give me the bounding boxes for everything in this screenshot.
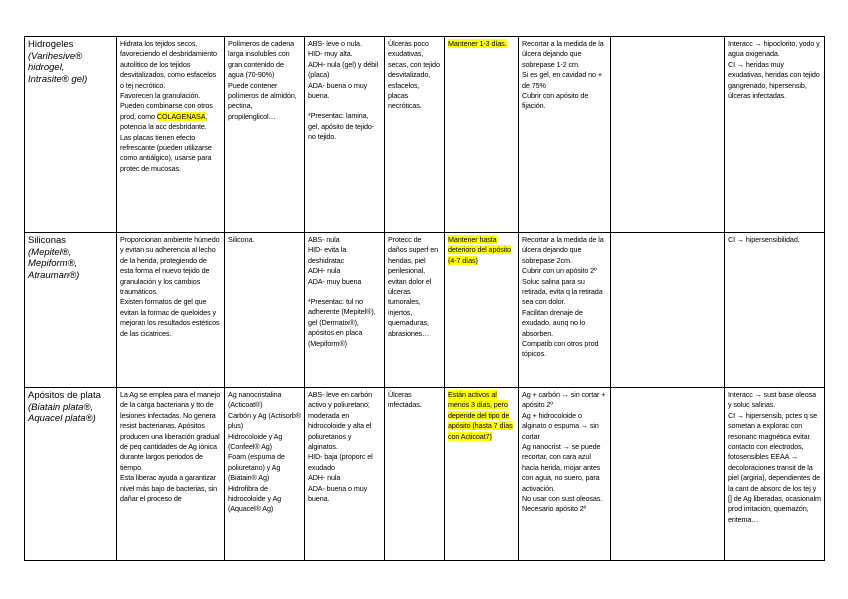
dressing-name-cell: [25, 233, 117, 388]
duration-text: Mantener hasta deterioro del apósito (4-7 días): [448, 235, 512, 265]
duration-cell: [445, 233, 519, 388]
contraindications-cell: Interacc → hipoclorito, yodo y agua oxigenada. CI → heridas muy exudativas, heridas con tejido gangrenado, hipersensib, úlceras infectadas.: [725, 37, 825, 233]
presentation-text: *Presentac: tul no adherente (Mepitel®), gel (Dermatix®), apósitos en placa (Mepiform®): [308, 297, 376, 348]
properties-cell: [305, 37, 385, 233]
application-cell: Recortar a la medida de la úlcera dejando que sobrepase 1-2 cm. Si es gel, en cavidad no + de 75% Cubrir con apósito de fijación.: [519, 37, 611, 233]
indication-text: Proporcionan ambiente húmedo y evitan su adherencia al lecho de la herida, protegiendo de esta forma el nuevo tejido de granulación y los cambios traumáticos. Existen formatos de gel que evitan la formac de queloides y mejoran los resultados estéticos de las cicatrices.: [120, 235, 220, 338]
application-cell: Recortar a la medida de la úlcera dejando que sobrepase 2cm. Cubrir con un apósito 2º Soluc salina para su retirada, evita q la retirada sea con dolor. Facilitan drenaje de exudado, aunq no lo absorben. Compatib con otros prod tópicos.: [519, 233, 611, 388]
composition-cell: Silicona.: [225, 233, 305, 388]
uses-cell: Úlceras poco exudativas, secas, con tejido desvitalizado, esfacelos, placas necróticas.: [385, 37, 445, 233]
properties-text: ABS- leve o nula. HID- muy alta. ADH- nula (gel) y débil (placa) ADA- buena o muy buena.: [308, 39, 379, 101]
dressing-name: Siliconas: [28, 235, 67, 246]
dressing-name-cell: [25, 37, 117, 233]
indication-text: Hidrata los tejidos secos, favoreciendo el desbridamiento autolítico de los tejidos desvitalizados, como esfacelos o tej necrótico. Favorecen la granulación. Pueden combinarse con otros prod, como: [120, 39, 217, 121]
contraindications-cell: CI → hipersensibilidad.: [725, 233, 825, 388]
presentation-text: *Presentac: lamina, gel, apósito de tejido-no tejido.: [308, 111, 375, 142]
uses-cell: Protecc de daños superf en heridas, piel perilesional, evitan dolor el úlceras tumorales, injertos, quemaduras, abrasiones…: [385, 233, 445, 388]
empty-cell: [611, 233, 725, 388]
duration-text: Están activos al menos 3 días, pero depende del tipo de apósito (hasta 7 días con Acticoat7): [448, 390, 513, 441]
properties-cell: [305, 388, 385, 561]
dressing-name: Hidrogeles: [28, 39, 74, 50]
composition-cell: Polímeros de cadena larga insolubles con gran contenido de agua (70-90%) Puede contener polímeros de almidón, pectina, propilenglicol…: [225, 37, 305, 233]
duration-text: Mantener 1-3 días.: [448, 39, 507, 48]
composition-cell: Ag nanocristalina (Acticoat®) Carbón y Ag (Actisorb® plus) Hidrocoloide y Ag (Confeel® Ag) Foam (espuma de poliuretano) y Ag (Biatain® Ag) Hidrofibra de hidrocoloide y Ag (Aquacel® Ag): [225, 388, 305, 561]
dressing-synonyms: (Mepitel®, Mepiform®, Atrauman®): [28, 246, 80, 281]
table-row: [25, 233, 825, 388]
contraindications-cell: Interacc → sust base oleosa y soluc salinas. CI → hipersensib, pctes q se sometan a explorac con resonanc magnética evitar contacto con electrodos, fotosensibles EEAA → decoloraciones transit de la piel (argiria), dependientes de la cant de absorc de los tej y [] de Ag liberadas, ocasionalm prod irritación, quemazón, eritema…: [725, 388, 825, 561]
duration-cell: [445, 388, 519, 561]
table-row: [25, 388, 825, 561]
dressing-synonyms: (Varihesive® hidrogel, Intrasite® gel): [28, 50, 88, 85]
highlighted-term: COLAGENASA: [156, 111, 206, 121]
dressing-name-cell: [25, 388, 117, 561]
application-cell: Ag + carbón → sin cortar + apósito 2º Ag + hidrocoloide o alginato o espuma → sin cortar Ag nanocrist → se puede recortar, con cara azul hacia herida, mojar antes con agua, no suero, para activación. No usar con sust oleosas. Necesario apósito 2º: [519, 388, 611, 561]
indication-cell: [117, 388, 225, 561]
indication-text-cont: , potencia la acc desbridante. Las placas tienen efecto refrescante (pueden utilizarse como antiálgico), usarse para protec de mucosas.: [120, 111, 212, 173]
uses-cell: Úlceras infectadas.: [385, 388, 445, 561]
properties-text: ABS- nula HID- evita la deshidratac ADH- nula ADA- muy buena: [308, 235, 362, 286]
indication-text: La Ag se emplea para el manejo de la carga bacteriana y tto de lesiones infectadas. No genera resist bacterianas. Apósitos producen una liberación gradual de peq cantidades de Ag iónica durante largos periodos de tiempo. Esta liberac ayuda a garantizar nivel más bajo de bacterias, sin dañar el proceso de: [120, 390, 221, 504]
empty-cell: [611, 388, 725, 561]
indication-cell: [117, 37, 225, 233]
duration-cell: [445, 37, 519, 233]
dressings-table: [24, 36, 825, 561]
empty-cell: [611, 37, 725, 233]
dressing-name: Apósitos de plata: [28, 390, 101, 401]
dressing-synonyms: (Biatain plata®, Aquacel plata®): [28, 401, 96, 424]
indication-cell: [117, 233, 225, 388]
properties-cell: [305, 233, 385, 388]
table-row: [25, 37, 825, 233]
properties-text: ABS- leve en carbón activo y poliuretano; moderada en hidrocoloide y alta el poliuretanos y alginatos. HID- baja (proporc el exudado ADH- nula ADA- buena o muy buena.: [308, 390, 373, 504]
